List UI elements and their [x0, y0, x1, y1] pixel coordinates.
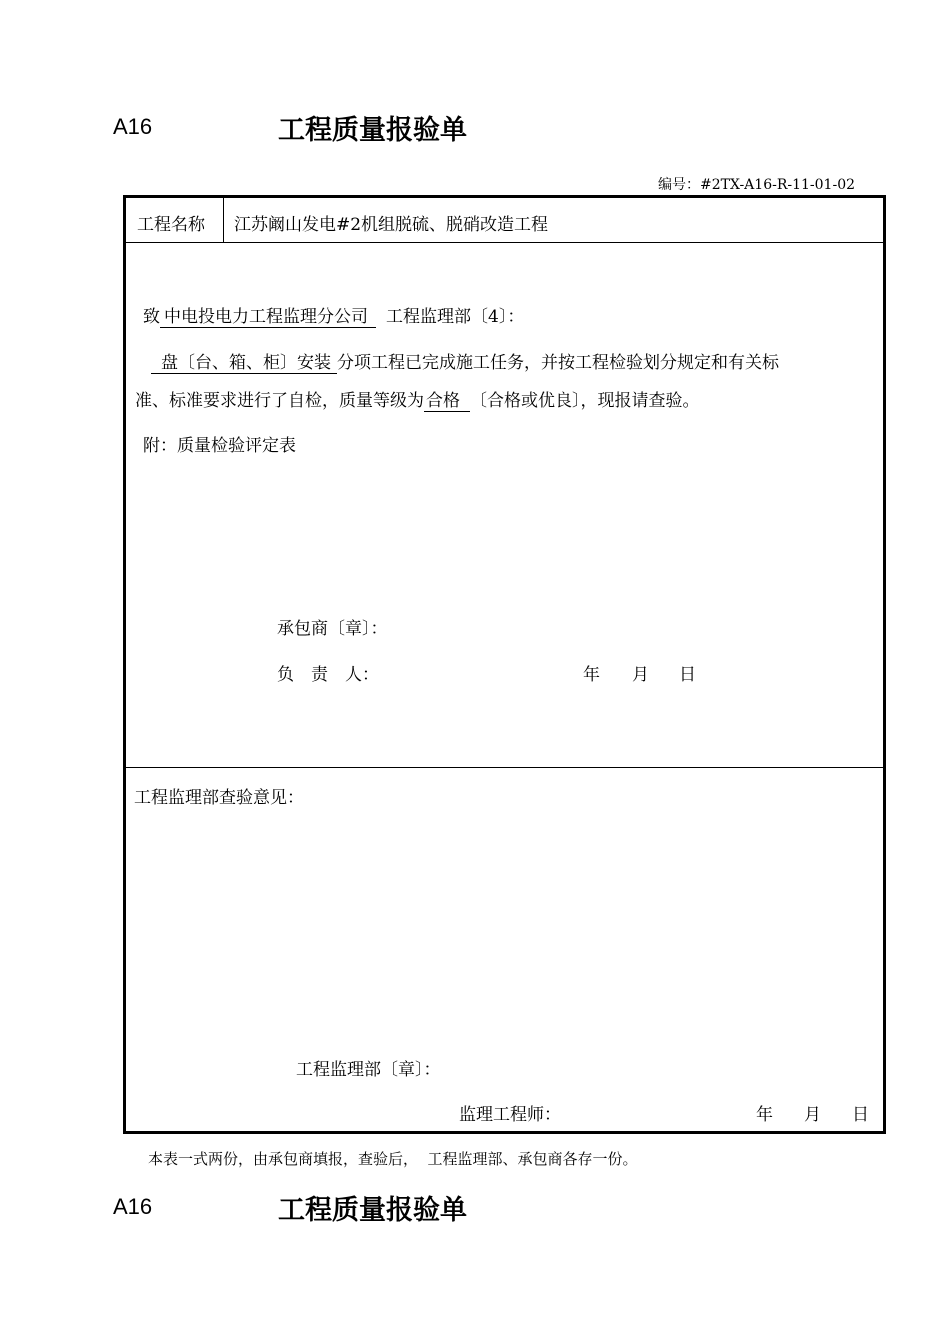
- review-date-day: 日: [852, 1105, 869, 1125]
- supervisor-company: 中电投电力工程监理分公司: [160, 307, 376, 328]
- report-line-2: [135, 386, 700, 412]
- supervision-seal-label: 工程监理部〔章〕：: [296, 1060, 441, 1080]
- contractor-seal-label: 承包商〔章〕：: [277, 619, 388, 639]
- report-line-1: [151, 348, 779, 374]
- report-form: [123, 195, 886, 1134]
- report-line-2-prefix: 准、标准要求进行了自检，质量等级为: [135, 391, 424, 411]
- next-form-title: 工程质量报验单: [278, 1195, 467, 1226]
- responsible-person-label: 负 责 人：: [277, 665, 379, 685]
- to-prefix: 致: [143, 307, 160, 327]
- serial-label: 编号：: [658, 177, 700, 193]
- serial-value: #2TX-A16-R-11-01-02: [700, 177, 856, 193]
- project-name-label: 工程名称: [137, 215, 205, 235]
- supervision-engineer-label: 监理工程师：: [459, 1105, 561, 1125]
- form-code: A16: [113, 114, 153, 139]
- review-date-year: 年: [756, 1105, 773, 1125]
- contractor-date-month: 月: [632, 665, 649, 685]
- contractor-date-year: 年: [583, 665, 600, 685]
- row-divider-project: [126, 242, 883, 243]
- name-cell-divider: [223, 198, 224, 242]
- attachment-note: 附：质量检验评定表: [143, 436, 296, 456]
- addressee-line: [143, 302, 524, 328]
- review-date-month: 月: [804, 1105, 821, 1125]
- supervision-dept: 工程监理部〔4〕：: [386, 307, 525, 327]
- contractor-date-day: 日: [679, 665, 696, 685]
- distribution-note: 本表一式两份，由承包商填报，查验后， 工程监理部、承包商各存一份。: [148, 1150, 638, 1168]
- item-name: 盘〔台、箱、柜〕安装: [151, 353, 337, 374]
- serial-number: [658, 174, 855, 194]
- form-title: 工程质量报验单: [278, 115, 467, 146]
- report-line-1-text: 分项工程已完成施工任务，并按工程检验划分规定和有关标: [337, 353, 779, 373]
- row-divider-review: [126, 767, 883, 768]
- next-form-code: A16: [113, 1194, 153, 1219]
- project-name-value: 江苏阚山发电#2机组脱硫、脱硝改造工程: [234, 215, 549, 235]
- quality-grade: 合格: [424, 391, 470, 412]
- review-opinion-label: 工程监理部查验意见：: [134, 788, 304, 808]
- report-line-2-suffix: 〔合格或优良〕，现报请查验。: [470, 391, 700, 411]
